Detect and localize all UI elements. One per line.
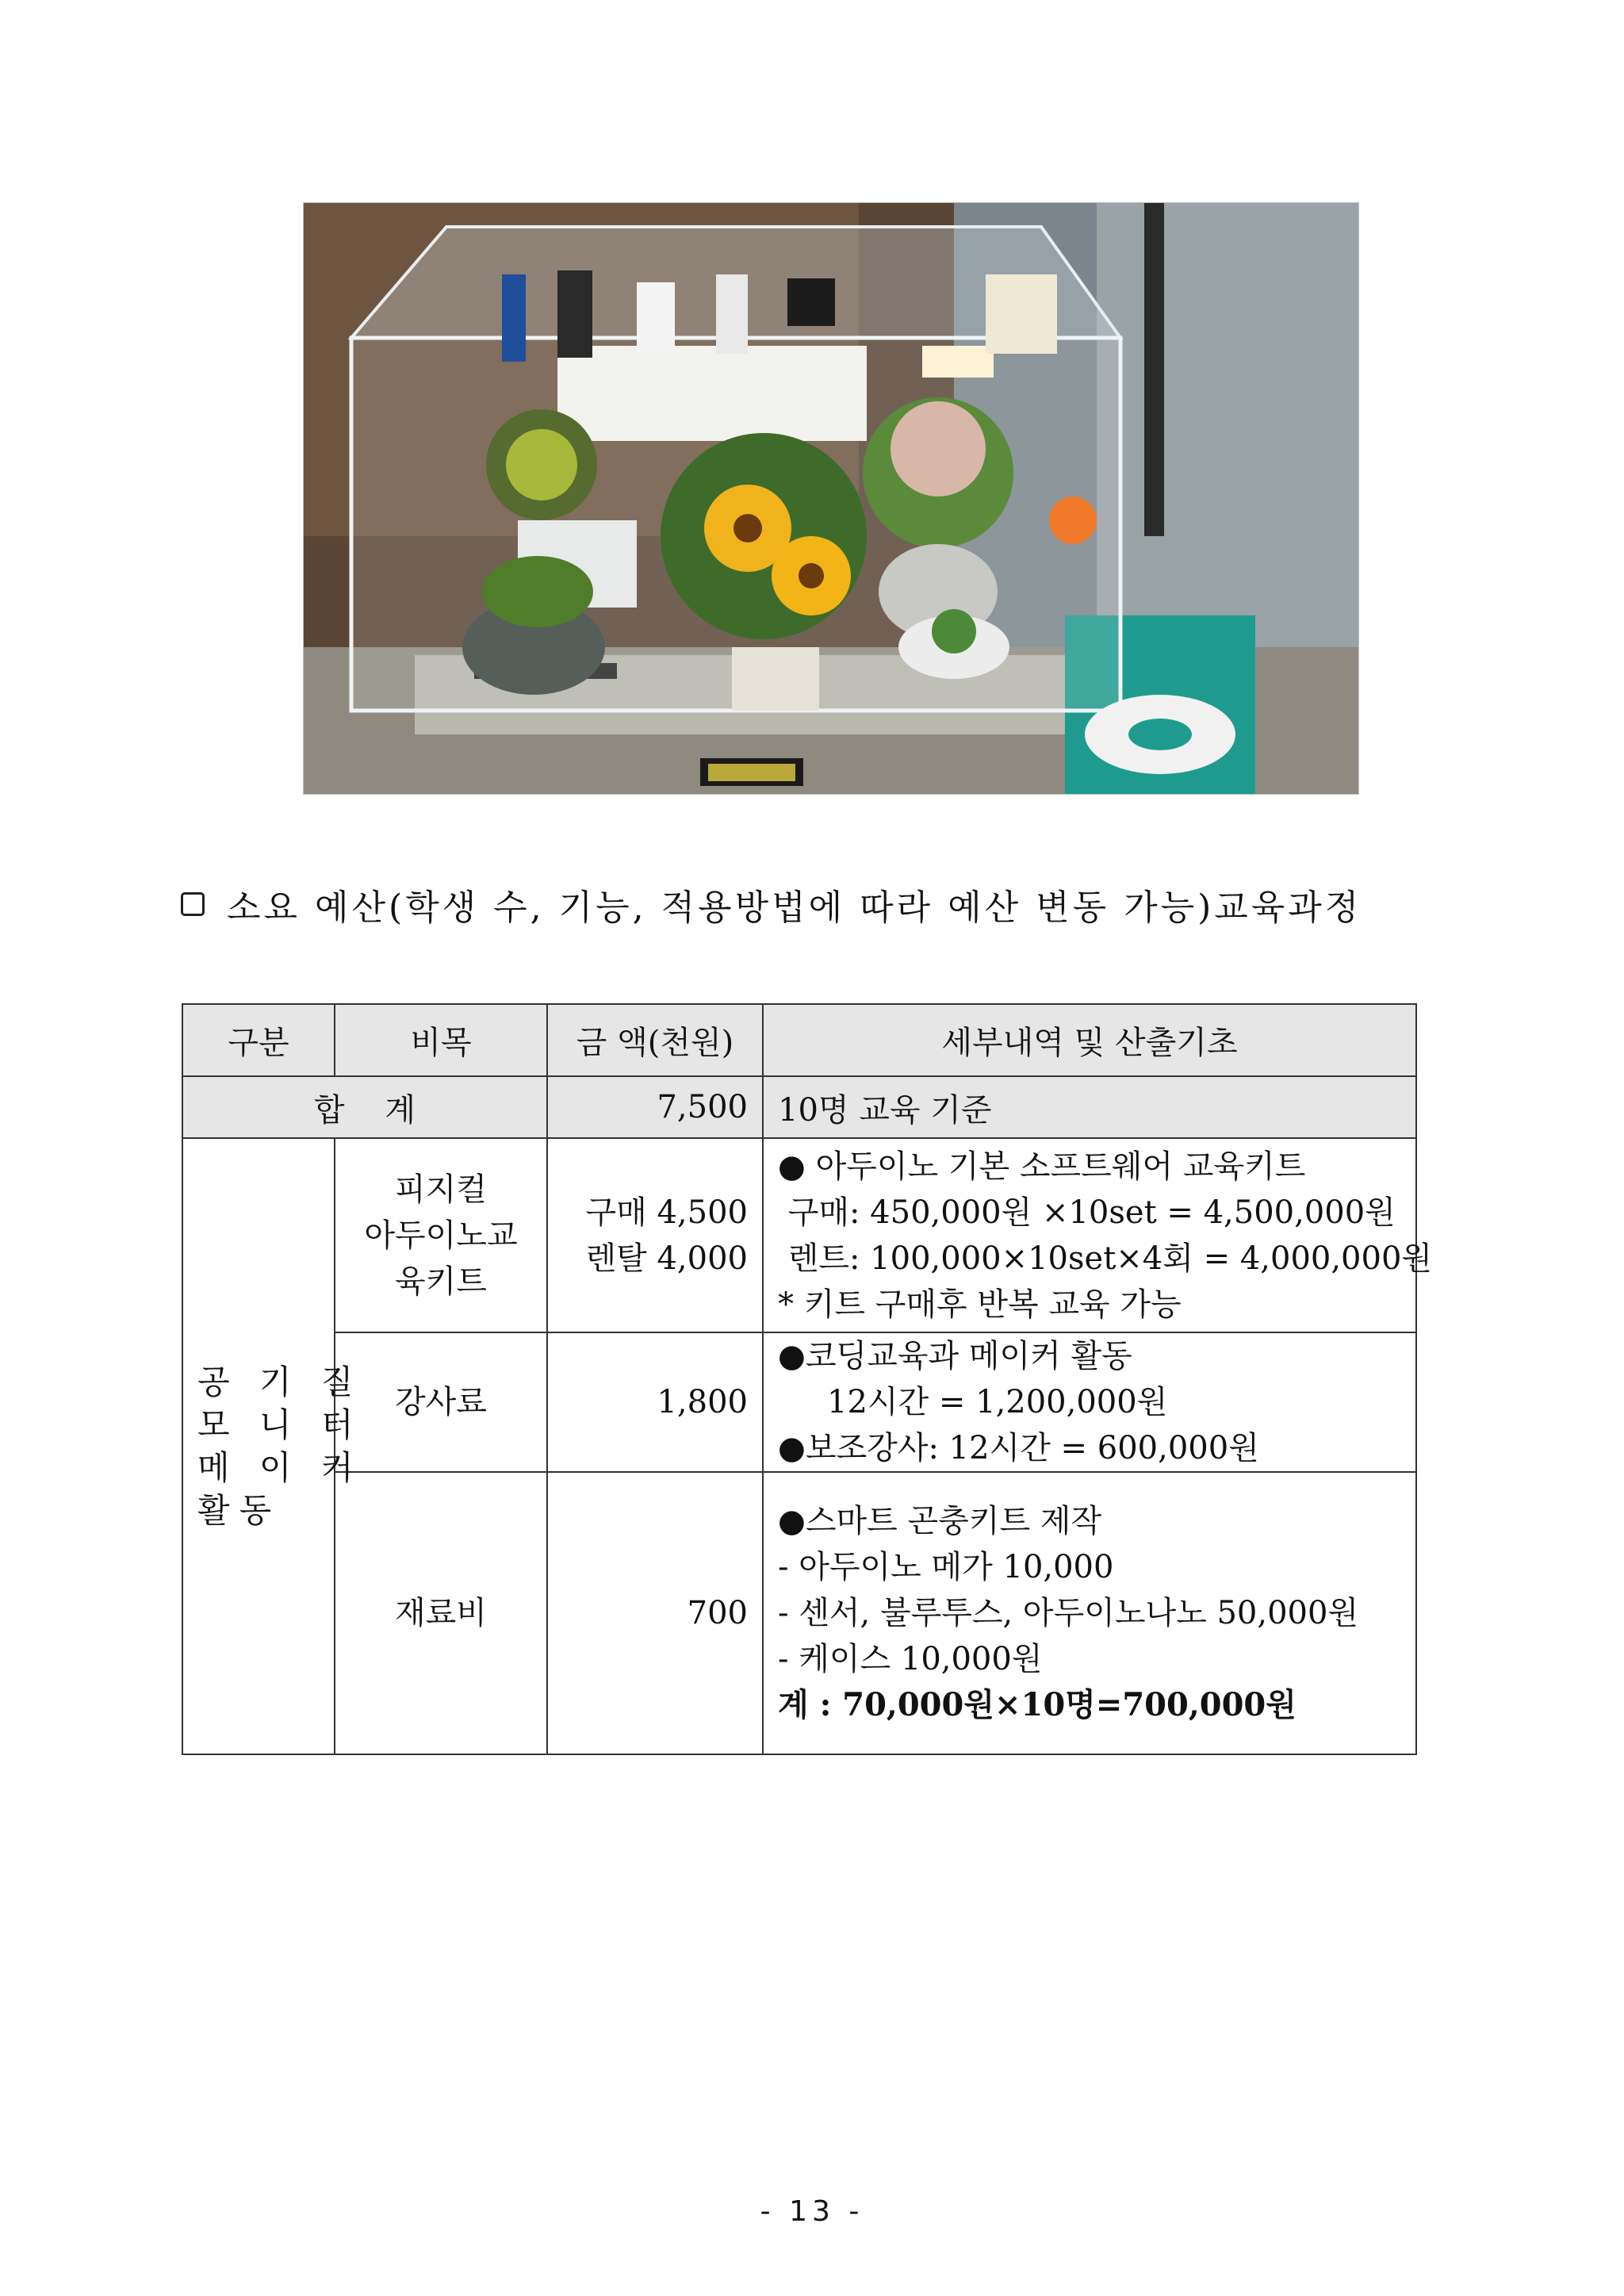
item-cell	[335, 1138, 547, 1332]
amount-cell	[547, 1472, 763, 1754]
amount-line: 1,800	[657, 1384, 748, 1420]
header-item: 비목	[335, 1004, 547, 1076]
detail-line: - 센서, 불루투스, 아두이노나노 50,000원	[778, 1595, 1359, 1631]
item-line: 재료비	[395, 1595, 487, 1631]
planter-box-illustration	[304, 203, 1358, 794]
detail-line: 구매: 450,000원 ×10set = 4,500,000원	[778, 1194, 1396, 1231]
amount-line: 구매 4,500	[585, 1194, 748, 1231]
item-line: 피지컬	[395, 1171, 487, 1208]
detail-line: ●스마트 곤충키트 제작	[778, 1503, 1102, 1539]
photo-acrylic-planter-box	[303, 202, 1359, 795]
item-cell	[335, 1472, 547, 1754]
amount-cell	[547, 1332, 763, 1472]
header-detail: 세부내역 및 산출기초	[763, 1004, 1416, 1076]
item-line: 강사료	[395, 1384, 487, 1420]
header-category: 구분	[182, 1004, 335, 1076]
detail-total-line: 계 : 70,000원×10명=700,000원	[778, 1686, 1297, 1723]
detail-cell	[763, 1332, 1416, 1472]
table-row	[182, 1472, 1416, 1754]
detail-cell	[763, 1472, 1416, 1754]
item-cell	[335, 1332, 547, 1472]
total-detail: 10명 교육 기준	[763, 1076, 1416, 1138]
page-number: - 13 -	[760, 2195, 864, 2228]
table-header-row	[182, 1004, 1416, 1076]
header-amount: 금 액(천원)	[547, 1004, 763, 1076]
table-row	[182, 1138, 1416, 1332]
category-line: 모 니 터	[197, 1405, 363, 1444]
total-label: 합 계	[182, 1076, 547, 1138]
total-row	[182, 1076, 1416, 1138]
detail-cell	[763, 1138, 1433, 1332]
budget-table	[182, 1003, 1433, 1755]
detail-line: ● 아두이노 기본 소프트웨어 교육키트	[778, 1148, 1306, 1185]
item-line: 육키트	[395, 1263, 487, 1300]
detail-line: * 키트 구매후 반복 교육 가능	[778, 1286, 1182, 1323]
item-line: 아두이노교	[364, 1217, 518, 1254]
detail-line: 렌트: 100,000×10set×4회 = 4,000,000원	[778, 1240, 1433, 1277]
detail-line: - 아두이노 메가 10,000	[778, 1549, 1114, 1585]
budget-section-heading	[181, 879, 1362, 930]
table-row	[182, 1332, 1416, 1472]
budget-heading-text: 소요 예산(학생 수, 기능, 적용방법에 따라 예산 변동 가능)교육과정	[227, 887, 1362, 928]
amount-line: 렌탈 4,000	[585, 1240, 748, 1277]
category-line: 공 기 질	[197, 1362, 363, 1401]
checkbox-square-icon	[181, 892, 205, 916]
amount-cell	[547, 1138, 763, 1332]
detail-line: 12시간 = 1,200,000원	[827, 1384, 1168, 1420]
category-cell	[182, 1138, 363, 1754]
category-line: 활동	[197, 1490, 282, 1530]
detail-line: ●코딩교육과 메이커 활동	[778, 1338, 1132, 1374]
detail-line: - 케이스 10,000원	[778, 1641, 1043, 1677]
category-line: 메 이 커	[197, 1447, 363, 1487]
amount-line: 700	[687, 1595, 748, 1631]
detail-line: ●보조강사: 12시간 = 600,000원	[778, 1430, 1259, 1466]
total-amount: 7,500	[547, 1076, 763, 1138]
